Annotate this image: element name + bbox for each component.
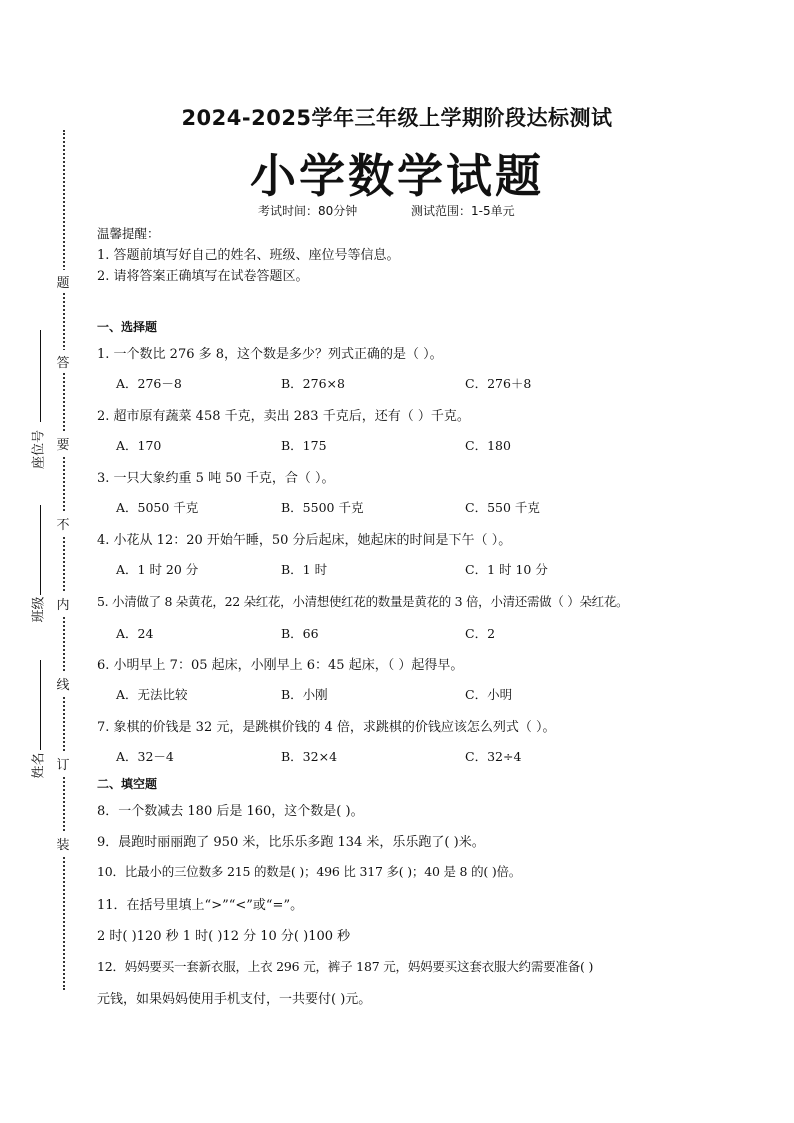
question-6: 6. 小明早上 7：05 起床，小刚早上 6：45 起床，（ ）起得早。 bbox=[97, 658, 464, 673]
question-12: 12．妈妈要买一套新衣服，上衣 296 元，裤子 187 元，妈妈要买这套衣服大约需要准备( ) bbox=[97, 959, 594, 974]
margin-char-4: 不 bbox=[55, 512, 71, 535]
seat-number-line[interactable] bbox=[40, 330, 41, 422]
q2-option-b[interactable]: B．175 bbox=[281, 438, 327, 453]
question-3: 3. 一只大象约重 5 吨 50 千克，合（ ）。 bbox=[97, 471, 335, 486]
section-fill-heading: 二、填空题 bbox=[97, 777, 158, 791]
q1-option-b[interactable]: B．276×8 bbox=[281, 376, 345, 391]
name-line[interactable] bbox=[40, 660, 41, 750]
q7-option-b[interactable]: B．32×4 bbox=[281, 749, 338, 764]
question-10: 10．比最小的三位数多 215 的数是( )；496 比 317 多( )；40 是 8 的( )倍。 bbox=[97, 864, 522, 879]
question-5: 5. 小清做了 8 朵黄花，22 朵红花，小清想使红花的数量是黄花的 3 倍，小清还需做（ ）朵红花。 bbox=[97, 594, 629, 609]
margin-char-3: 要 bbox=[55, 432, 71, 455]
question-7: 7. 象棋的价钱是 32 元，是跳棋价钱的 4 倍，求跳棋的价钱应该怎么列式（ ）。 bbox=[97, 720, 556, 735]
q7-option-a[interactable]: A．32－4 bbox=[116, 749, 174, 764]
q5-option-c[interactable]: C．2 bbox=[465, 626, 496, 641]
exam-title: 2024-2025学年三年级上学期阶段达标测试 bbox=[181, 106, 613, 130]
question-4: 4. 小花从 12：20 开始午睡，50 分后起床，她起床的时间是下午（ ）。 bbox=[97, 533, 512, 548]
exam-scope: 测试范围：1-5单元 bbox=[411, 204, 515, 218]
q2-option-c[interactable]: C．180 bbox=[465, 438, 511, 453]
q6-option-c[interactable]: C．小明 bbox=[465, 687, 513, 702]
class-line[interactable] bbox=[40, 505, 41, 595]
binding-dotted-line bbox=[63, 130, 65, 990]
margin-char-2: 答 bbox=[55, 350, 71, 373]
q4-option-c[interactable]: C．1 时 10 分 bbox=[465, 562, 548, 577]
notice-item-2: 2. 请将答案正确填写在试卷答题区。 bbox=[97, 269, 309, 284]
q3-option-c[interactable]: C．550 千克 bbox=[465, 500, 540, 515]
q6-option-b[interactable]: B．小刚 bbox=[281, 687, 328, 702]
question-12-continued: 元钱，如果妈妈使用手机支付，一共要付( )元。 bbox=[97, 992, 372, 1007]
class-label: 班级 bbox=[31, 596, 47, 623]
question-1: 1. 一个数比 276 多 8，这个数是多少？列式正确的是（ ）。 bbox=[97, 347, 443, 362]
seat-number-label: 座位号 bbox=[31, 430, 47, 470]
q6-option-a[interactable]: A．无法比较 bbox=[116, 687, 188, 702]
q4-option-b[interactable]: B．1 时 bbox=[281, 562, 328, 577]
margin-char-8: 装 bbox=[55, 832, 71, 855]
q1-option-c[interactable]: C．276＋8 bbox=[465, 376, 532, 391]
exam-time: 考试时间：80分钟 bbox=[258, 204, 358, 218]
margin-char-7: 订 bbox=[55, 752, 71, 775]
name-label: 姓名 bbox=[31, 752, 47, 779]
q3-option-a[interactable]: A．5050 千克 bbox=[116, 500, 199, 515]
question-8: 8．一个数减去 180 后是 160，这个数是( )。 bbox=[97, 804, 364, 819]
question-9: 9．晨跑时丽丽跑了 950 米，比乐乐多跑 134 米，乐乐跑了( )米。 bbox=[97, 835, 485, 850]
margin-char-6: 线 bbox=[55, 672, 71, 695]
q1-option-a[interactable]: A．276－8 bbox=[116, 376, 182, 391]
notice-item-1: 1. 答题前填写好自己的姓名、班级、座位号等信息。 bbox=[97, 248, 400, 263]
question-2: 2. 超市原有蔬菜 458 千克，卖出 283 千克后，还有（ ）千克。 bbox=[97, 409, 470, 424]
question-11: 11．在括号里填上“>”“<”或“=”。 bbox=[97, 898, 304, 913]
notice-heading: 温馨提醒： bbox=[97, 226, 160, 241]
q5-option-a[interactable]: A．24 bbox=[116, 626, 154, 641]
question-11-items: 2 时( )120 秒 1 时( )12 分 10 分( )100 秒 bbox=[97, 929, 351, 944]
q4-option-a[interactable]: A．1 时 20 分 bbox=[116, 562, 199, 577]
margin-char-5: 内 bbox=[55, 592, 71, 615]
q2-option-a[interactable]: A．170 bbox=[116, 438, 162, 453]
q5-option-b[interactable]: B．66 bbox=[281, 626, 319, 641]
margin-char-1: 题 bbox=[55, 270, 71, 293]
q3-option-b[interactable]: B．5500 千克 bbox=[281, 500, 364, 515]
section-choice-heading: 一、选择题 bbox=[97, 320, 158, 334]
subject-title: 小学数学试题 bbox=[250, 149, 544, 203]
q7-option-c[interactable]: C．32÷4 bbox=[465, 749, 522, 764]
